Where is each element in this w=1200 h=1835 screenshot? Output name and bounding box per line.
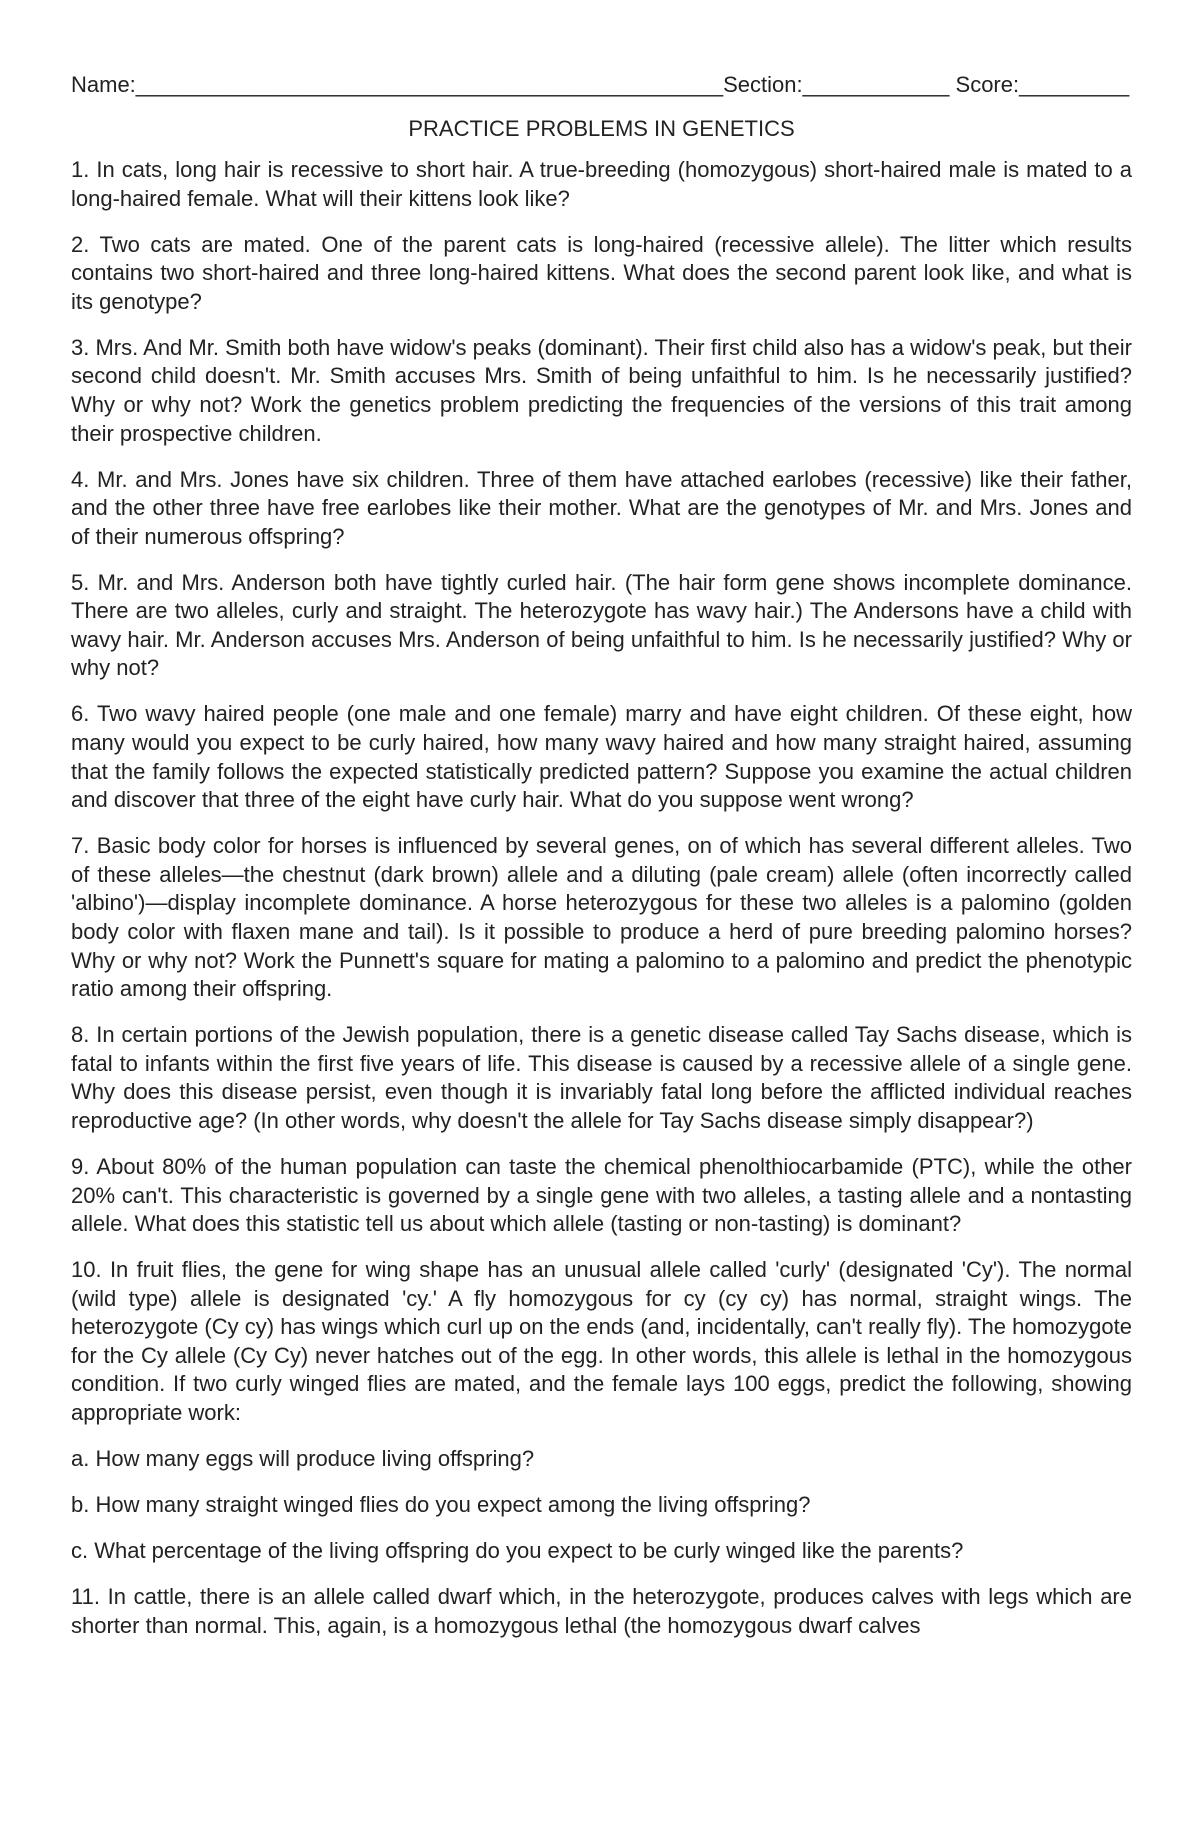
problem-2: 2. Two cats are mated. One of the parent cats is long-haired (recessive allele). The litter which results contains two short-haired and three long-haired kittens. What does the second parent look like, and what is its genotype? (71, 231, 1132, 314)
problem-6: 6. Two wavy haired people (one male and one female) marry and have eight children. Of these eight, how many would you expect to be curly haired, how many wavy haired and how many straight haired, assuming that the family follows the expected statistically predicted pattern? Suppose you examine the actual children and discover that three of the eight have curly hair. What do you suppose went wrong? (71, 701, 1132, 813)
problem-8: 8. In certain portions of the Jewish population, there is a genetic disease called Tay Sachs disease, which is fatal to infants within the first five years of life. This disease is caused by a recessive allele of a single gene. Why does this disease persist, even though it is invariably fatal long before the afflicted individual reaches reproductive age? (In other words, why doesn't the allele for Tay Sachs disease simply disappear?) (71, 1022, 1132, 1133)
problem-7: 7. Basic body color for horses is influenced by several genes, on of which has several different alleles. Two of these alleles—the chestnut (dark brown) allele and a diluting (pale cream) allele (often incorrectly called 'albino')—display incomplete dominance. A horse heterozygous for these two alleles is a palomino (golden body color with flaxen mane and tail). Is it possible to produce a herd of pure breeding palomino horses? Why or why not? Work the Punnett's square for mating a palomino to a palomino and predict the phenotypic ratio among their offspring. (71, 833, 1132, 1002)
name-section-score-line: Name:________________________________________________Section:____________ Score:_________ (71, 72, 1130, 97)
problem-9: 9. About 80% of the human population can taste the chemical phenolthiocarbamide (PTC), while the other 20% can't. This characteristic is governed by a single gene with two alleles, a tasting allele and a nontasting allele. What does this statistic tell us about which allele (tasting or non-tasting) is dominant? (71, 1153, 1132, 1237)
page-title: PRACTICE PROBLEMS IN GENETICS (408, 116, 795, 141)
problem-10b: b. How many straight winged flies do you expect among the living offspring? (71, 1492, 811, 1518)
problem-10: 10. In fruit flies, the gene for wing shape has an unusual allele called 'curly' (designated 'Cy'). The normal (wild type) allele is designated 'cy.' A fly homozygous for cy (cy cy) has normal, straight wings. The heterozygote (Cy cy) has wings which curl up on the ends (and, incidentally, can't really fly). The homozygote for the Cy allele (Cy Cy) never hatches out of the egg. In other words, this allele is lethal in the homozygous condition. If two curly winged flies are mated, and the female lays 100 eggs, predict the following, showing appropriate work: (71, 1257, 1132, 1426)
problem-11: 11. In cattle, there is an allele called dwarf which, in the heterozygote, produces calves with legs which are shorter than normal. This, again, is a homozygous lethal (the homozygous dwarf calves (71, 1584, 1132, 1638)
problem-10c: c. What percentage of the living offspring do you expect to be curly winged like the parents? (71, 1538, 964, 1564)
problem-3: 3. Mrs. And Mr. Smith both have widow's peaks (dominant). Their first child also has a widow's peak, but their second child doesn't. Mr. Smith accuses Mrs. Smith of being unfaithful to him. Is he necessarily justified? Why or why not? Work the genetics problem predicting the frequencies of the versions of this trait among their prospective children. (71, 334, 1132, 446)
worksheet-page (71, 70, 1132, 1640)
problem-1: 1. In cats, long hair is recessive to short hair. A true-breeding (homozygous) short-haired male is mated to a long-haired female. What will their kittens look like? (71, 157, 1132, 211)
problem-4: 4. Mr. and Mrs. Jones have six children. Three of them have attached earlobes (recessive) like their father, and the other three have free earlobes like their mother. What are the genotypes of Mr. and Mrs. Jones and of their numerous offspring? (71, 466, 1132, 549)
problem-10a: a. How many eggs will produce living offspring? (71, 1446, 535, 1472)
problem-list (71, 156, 1132, 1640)
problem-5: 5. Mr. and Mrs. Anderson both have tightly curled hair. (The hair form gene shows incomplete dominance. There are two alleles, curly and straight. The heterozygote has wavy hair.) The Andersons have a child with wavy hair. Mr. Anderson accuses Mrs. Anderson of being unfaithful to him. Is he necessarily justified? Why or why not? (71, 569, 1132, 681)
